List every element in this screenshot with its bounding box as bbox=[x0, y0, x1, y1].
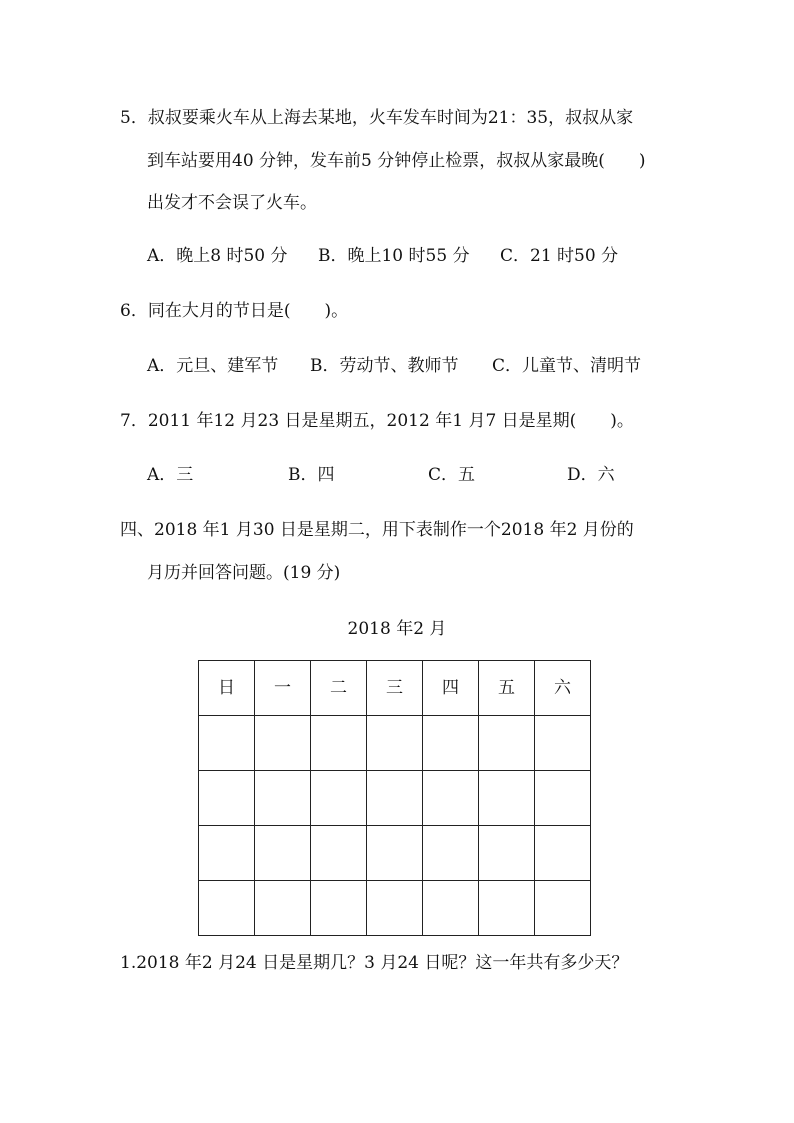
q7-option-a: A．三 bbox=[147, 465, 194, 485]
q7-option-d: D．六 bbox=[567, 465, 615, 485]
calendar-header-row bbox=[199, 661, 591, 716]
calendar-cell[interactable] bbox=[423, 771, 479, 826]
q5-line-2: 到车站要用40 分钟，发车前5 分钟停止检票，叔叔从家最晚( ) bbox=[147, 151, 646, 171]
q6-line-1: 6．同在大月的节日是( )。 bbox=[120, 301, 349, 321]
calendar-cell[interactable] bbox=[199, 771, 255, 826]
calendar-cell[interactable] bbox=[535, 771, 591, 826]
q5-option-c: C．21 时50 分 bbox=[500, 246, 619, 266]
calendar-cell[interactable] bbox=[535, 881, 591, 936]
calendar-cell[interactable] bbox=[255, 881, 311, 936]
q7-option-b: B．四 bbox=[288, 465, 335, 485]
calendar-week-row bbox=[199, 716, 591, 771]
calendar-cell[interactable] bbox=[423, 826, 479, 881]
weekday-tue: 二 bbox=[311, 661, 367, 716]
calendar-cell[interactable] bbox=[423, 716, 479, 771]
q6-option-a: A．元旦、建军节 bbox=[147, 356, 279, 376]
weekday-mon: 一 bbox=[255, 661, 311, 716]
calendar-cell[interactable] bbox=[479, 771, 535, 826]
calendar-cell[interactable] bbox=[535, 716, 591, 771]
calendar-cell[interactable] bbox=[199, 881, 255, 936]
q5-option-b: B．晚上10 时55 分 bbox=[318, 246, 470, 266]
q7-option-c: C．五 bbox=[428, 465, 476, 485]
q5-line-3: 出发才不会误了火车。 bbox=[147, 193, 317, 213]
weekday-fri: 五 bbox=[479, 661, 535, 716]
calendar-caption: 2018 年2 月 bbox=[347, 619, 447, 639]
calendar-cell[interactable] bbox=[367, 716, 423, 771]
calendar-cell[interactable] bbox=[367, 826, 423, 881]
calendar-week-row bbox=[199, 826, 591, 881]
calendar-table bbox=[198, 660, 591, 936]
calendar-cell[interactable] bbox=[311, 826, 367, 881]
section-4-line-2: 月历并回答问题。(19 分) bbox=[147, 563, 341, 583]
calendar-week-row bbox=[199, 771, 591, 826]
calendar-cell[interactable] bbox=[423, 881, 479, 936]
calendar-cell[interactable] bbox=[311, 771, 367, 826]
q5-option-a: A．晚上8 时50 分 bbox=[147, 246, 288, 266]
calendar-cell[interactable] bbox=[367, 881, 423, 936]
weekday-sun: 日 bbox=[199, 661, 255, 716]
weekday-wed: 三 bbox=[367, 661, 423, 716]
q6-option-c: C．儿童节、清明节 bbox=[492, 356, 642, 376]
calendar-cell[interactable] bbox=[255, 826, 311, 881]
weekday-sat: 六 bbox=[535, 661, 591, 716]
calendar-cell[interactable] bbox=[535, 826, 591, 881]
calendar-cell[interactable] bbox=[199, 826, 255, 881]
calendar-cell[interactable] bbox=[479, 826, 535, 881]
calendar-cell[interactable] bbox=[255, 771, 311, 826]
q5-line-1: 5．叔叔要乘火车从上海去某地，火车发车时间为21：35，叔叔从家 bbox=[120, 108, 634, 128]
calendar-cell[interactable] bbox=[199, 716, 255, 771]
question-1: 1.2018 年2 月24 日是星期几？3 月24 日呢？这一年共有多少天？ bbox=[120, 953, 629, 973]
section-4-line-1: 四、2018 年1 月30 日是星期二，用下表制作一个2018 年2 月份的 bbox=[120, 520, 634, 540]
calendar-cell[interactable] bbox=[479, 881, 535, 936]
calendar-cell[interactable] bbox=[255, 716, 311, 771]
calendar-week-row bbox=[199, 881, 591, 936]
calendar-cell[interactable] bbox=[367, 771, 423, 826]
weekday-thu: 四 bbox=[423, 661, 479, 716]
calendar-cell[interactable] bbox=[311, 716, 367, 771]
q7-line-1: 7．2011 年12 月23 日是星期五，2012 年1 月7 日是星期( )。 bbox=[120, 411, 634, 431]
calendar-cell[interactable] bbox=[479, 716, 535, 771]
calendar-cell[interactable] bbox=[311, 881, 367, 936]
q6-option-b: B．劳动节、教师节 bbox=[310, 356, 459, 376]
